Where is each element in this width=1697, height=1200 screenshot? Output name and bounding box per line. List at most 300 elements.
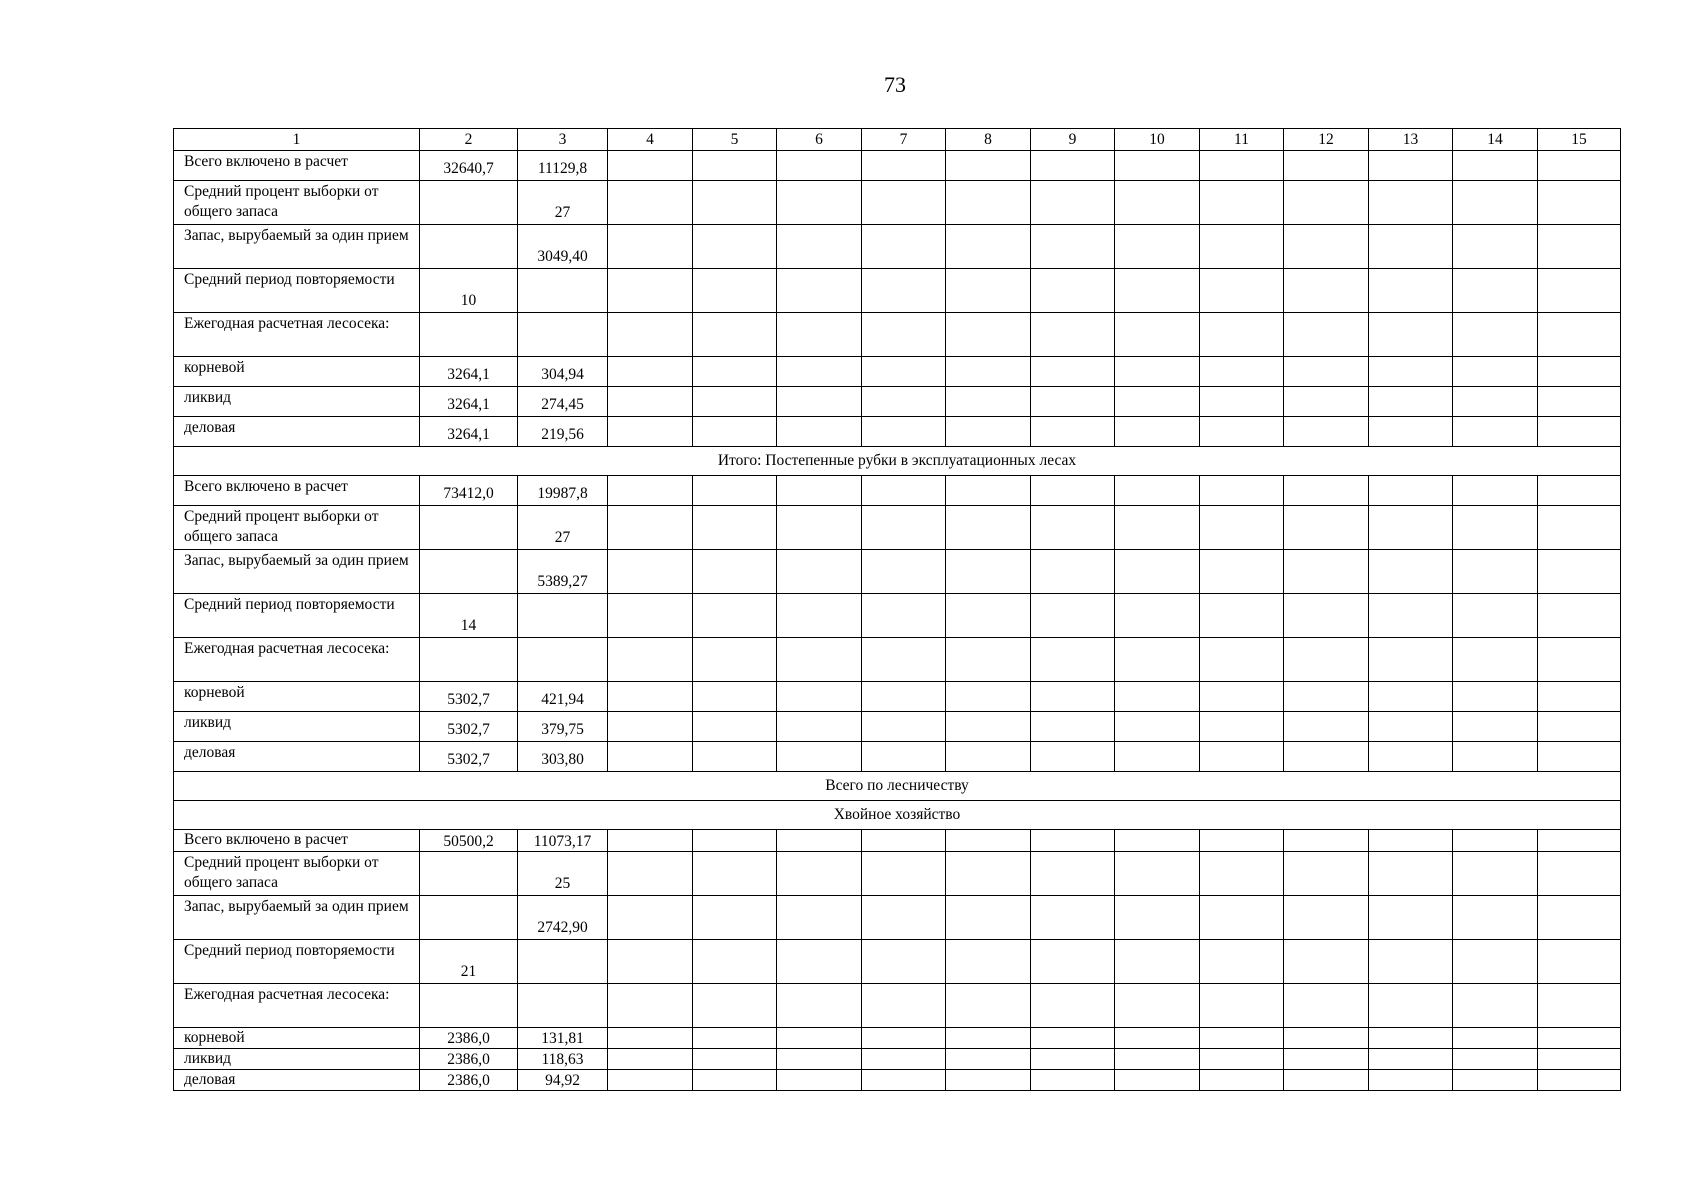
value-col-2	[420, 313, 518, 357]
empty-cell	[1115, 269, 1200, 313]
empty-cell	[862, 1028, 946, 1049]
value-col-3: 27	[518, 181, 608, 225]
empty-cell	[1369, 313, 1453, 357]
column-number-row	[174, 129, 1621, 151]
table-row	[174, 984, 1621, 1028]
value-col-2: 5302,7	[420, 742, 518, 772]
empty-cell	[1453, 682, 1538, 712]
empty-cell	[693, 476, 777, 506]
empty-cell	[1538, 269, 1621, 313]
value-col-3: 421,94	[518, 682, 608, 712]
empty-cell	[608, 742, 693, 772]
value-col-3	[518, 940, 608, 984]
empty-cell	[862, 682, 946, 712]
empty-cell	[693, 638, 777, 682]
empty-cell	[1115, 357, 1200, 387]
empty-cell	[1369, 712, 1453, 742]
empty-cell	[1031, 181, 1115, 225]
row-label: Всего включено в расчет	[174, 830, 420, 852]
row-label: корневой	[174, 682, 420, 712]
empty-cell	[1284, 506, 1369, 550]
empty-cell	[693, 506, 777, 550]
empty-cell	[608, 550, 693, 594]
value-col-3: 11073,17	[518, 830, 608, 852]
empty-cell	[1453, 151, 1538, 181]
empty-cell	[1115, 151, 1200, 181]
value-col-3: 25	[518, 852, 608, 896]
empty-cell	[862, 712, 946, 742]
empty-cell	[1284, 830, 1369, 852]
row-label: Запас, вырубаемый за один прием	[174, 550, 420, 594]
empty-cell	[862, 550, 946, 594]
table-row	[174, 1049, 1621, 1070]
empty-cell	[946, 506, 1031, 550]
row-label: Средний период повторяемости	[174, 269, 420, 313]
empty-cell	[777, 1028, 862, 1049]
empty-cell	[946, 357, 1031, 387]
empty-cell	[1369, 852, 1453, 896]
empty-cell	[1284, 852, 1369, 896]
column-number-7: 7	[862, 129, 946, 151]
value-col-2: 50500,2	[420, 830, 518, 852]
empty-cell	[946, 313, 1031, 357]
empty-cell	[1115, 712, 1200, 742]
empty-cell	[608, 638, 693, 682]
table-row	[174, 742, 1621, 772]
empty-cell	[693, 357, 777, 387]
value-col-3: 118,63	[518, 1049, 608, 1070]
empty-cell	[1031, 506, 1115, 550]
empty-cell	[693, 313, 777, 357]
empty-cell	[946, 387, 1031, 417]
value-col-2: 2386,0	[420, 1049, 518, 1070]
table-row	[174, 1070, 1621, 1091]
empty-cell	[777, 638, 862, 682]
empty-cell	[1453, 712, 1538, 742]
empty-cell	[1369, 151, 1453, 181]
empty-cell	[1031, 417, 1115, 447]
row-label: Ежегодная расчетная лесосека:	[174, 638, 420, 682]
empty-cell	[1031, 638, 1115, 682]
empty-cell	[1200, 506, 1284, 550]
empty-cell	[1369, 506, 1453, 550]
empty-cell	[1538, 1049, 1621, 1070]
value-col-2: 5302,7	[420, 682, 518, 712]
value-col-3: 94,92	[518, 1070, 608, 1091]
empty-cell	[1031, 269, 1115, 313]
empty-cell	[777, 896, 862, 940]
empty-cell	[693, 712, 777, 742]
section-title: Всего по лесничеству	[174, 772, 1621, 801]
empty-cell	[1031, 387, 1115, 417]
table-row	[174, 476, 1621, 506]
empty-cell	[1031, 357, 1115, 387]
table-row	[174, 357, 1621, 387]
empty-cell	[1453, 940, 1538, 984]
page-number: 73	[884, 72, 906, 97]
empty-cell	[693, 1049, 777, 1070]
value-col-3: 11129,8	[518, 151, 608, 181]
empty-cell	[1369, 742, 1453, 772]
empty-cell	[1538, 1070, 1621, 1091]
value-col-3: 219,56	[518, 417, 608, 447]
empty-cell	[608, 506, 693, 550]
column-number-3: 3	[518, 129, 608, 151]
empty-cell	[693, 830, 777, 852]
empty-cell	[862, 638, 946, 682]
empty-cell	[1538, 550, 1621, 594]
column-number-6: 6	[777, 129, 862, 151]
empty-cell	[1284, 594, 1369, 638]
empty-cell	[1453, 313, 1538, 357]
row-label: деловая	[174, 417, 420, 447]
subsection-row	[174, 801, 1621, 830]
empty-cell	[1538, 181, 1621, 225]
empty-cell	[946, 896, 1031, 940]
row-label: корневой	[174, 357, 420, 387]
empty-cell	[862, 181, 946, 225]
value-col-2	[420, 550, 518, 594]
empty-cell	[693, 984, 777, 1028]
empty-cell	[777, 1049, 862, 1070]
empty-cell	[1538, 506, 1621, 550]
empty-cell	[1031, 1049, 1115, 1070]
empty-cell	[946, 151, 1031, 181]
value-col-3	[518, 269, 608, 313]
empty-cell	[1453, 506, 1538, 550]
value-col-2: 32640,7	[420, 151, 518, 181]
empty-cell	[1538, 712, 1621, 742]
value-col-3: 5389,27	[518, 550, 608, 594]
empty-cell	[1115, 181, 1200, 225]
row-label: Средний процент выборки от общего запаса	[174, 506, 420, 550]
empty-cell	[1284, 638, 1369, 682]
empty-cell	[1538, 151, 1621, 181]
empty-cell	[1031, 1028, 1115, 1049]
empty-cell	[1200, 940, 1284, 984]
empty-cell	[1453, 225, 1538, 269]
empty-cell	[608, 181, 693, 225]
empty-cell	[946, 830, 1031, 852]
table-row	[174, 682, 1621, 712]
empty-cell	[608, 476, 693, 506]
empty-cell	[1538, 852, 1621, 896]
empty-cell	[1115, 417, 1200, 447]
empty-cell	[1284, 1049, 1369, 1070]
empty-cell	[1538, 984, 1621, 1028]
table-row	[174, 506, 1621, 550]
value-col-2	[420, 852, 518, 896]
empty-cell	[862, 506, 946, 550]
row-label: Ежегодная расчетная лесосека:	[174, 984, 420, 1028]
value-col-3: 3049,40	[518, 225, 608, 269]
empty-cell	[1200, 313, 1284, 357]
empty-cell	[1369, 682, 1453, 712]
table-row	[174, 550, 1621, 594]
table-row	[174, 896, 1621, 940]
value-col-2: 2386,0	[420, 1028, 518, 1049]
value-col-3: 2742,90	[518, 896, 608, 940]
empty-cell	[1538, 682, 1621, 712]
empty-cell	[1031, 594, 1115, 638]
table-row	[174, 712, 1621, 742]
empty-cell	[862, 984, 946, 1028]
empty-cell	[693, 594, 777, 638]
empty-cell	[1453, 269, 1538, 313]
value-col-3	[518, 313, 608, 357]
empty-cell	[693, 387, 777, 417]
empty-cell	[946, 417, 1031, 447]
empty-cell	[1284, 476, 1369, 506]
table-row	[174, 830, 1621, 852]
column-number-9: 9	[1031, 129, 1115, 151]
empty-cell	[1453, 1049, 1538, 1070]
row-label: Средний период повторяемости	[174, 594, 420, 638]
empty-cell	[1369, 940, 1453, 984]
empty-cell	[693, 550, 777, 594]
row-label: деловая	[174, 742, 420, 772]
empty-cell	[1453, 417, 1538, 447]
empty-cell	[1200, 712, 1284, 742]
empty-cell	[1453, 476, 1538, 506]
empty-cell	[1200, 476, 1284, 506]
empty-cell	[1369, 269, 1453, 313]
empty-cell	[693, 742, 777, 772]
empty-cell	[1369, 594, 1453, 638]
empty-cell	[1200, 550, 1284, 594]
table-row	[174, 225, 1621, 269]
empty-cell	[862, 313, 946, 357]
column-number-10: 10	[1115, 129, 1200, 151]
value-col-2	[420, 896, 518, 940]
empty-cell	[608, 225, 693, 269]
empty-cell	[862, 1049, 946, 1070]
empty-cell	[862, 476, 946, 506]
value-col-2: 3264,1	[420, 417, 518, 447]
row-label: Всего включено в расчет	[174, 476, 420, 506]
empty-cell	[608, 313, 693, 357]
empty-cell	[1115, 940, 1200, 984]
empty-cell	[1200, 682, 1284, 712]
empty-cell	[1200, 830, 1284, 852]
empty-cell	[1369, 638, 1453, 682]
empty-cell	[1200, 638, 1284, 682]
empty-cell	[693, 225, 777, 269]
empty-cell	[608, 387, 693, 417]
row-label: Средний процент выборки от общего запаса	[174, 852, 420, 896]
column-number-2: 2	[420, 129, 518, 151]
empty-cell	[1115, 387, 1200, 417]
empty-cell	[693, 852, 777, 896]
empty-cell	[1284, 357, 1369, 387]
empty-cell	[1453, 852, 1538, 896]
empty-cell	[946, 1028, 1031, 1049]
empty-cell	[1031, 550, 1115, 594]
empty-cell	[1369, 1049, 1453, 1070]
empty-cell	[693, 1028, 777, 1049]
value-col-3	[518, 984, 608, 1028]
value-col-2: 21	[420, 940, 518, 984]
row-label: ликвид	[174, 712, 420, 742]
column-number-14: 14	[1453, 129, 1538, 151]
empty-cell	[1453, 357, 1538, 387]
empty-cell	[1200, 742, 1284, 772]
value-col-2: 10	[420, 269, 518, 313]
empty-cell	[862, 225, 946, 269]
table-row	[174, 181, 1621, 225]
empty-cell	[1369, 225, 1453, 269]
empty-cell	[1538, 638, 1621, 682]
empty-cell	[1284, 742, 1369, 772]
empty-cell	[777, 225, 862, 269]
empty-cell	[862, 742, 946, 772]
empty-cell	[1538, 225, 1621, 269]
empty-cell	[862, 357, 946, 387]
empty-cell	[693, 1070, 777, 1091]
column-number-12: 12	[1284, 129, 1369, 151]
empty-cell	[1031, 313, 1115, 357]
empty-cell	[1031, 1070, 1115, 1091]
empty-cell	[1284, 682, 1369, 712]
empty-cell	[1200, 594, 1284, 638]
empty-cell	[1031, 852, 1115, 896]
section-title: Итого: Постепенные рубки в эксплуатационных лесах	[174, 447, 1621, 476]
empty-cell	[1538, 742, 1621, 772]
empty-cell	[946, 742, 1031, 772]
empty-cell	[1115, 313, 1200, 357]
empty-cell	[608, 1070, 693, 1091]
empty-cell	[862, 151, 946, 181]
empty-cell	[1115, 1028, 1200, 1049]
empty-cell	[946, 852, 1031, 896]
empty-cell	[1200, 1070, 1284, 1091]
empty-cell	[777, 387, 862, 417]
empty-cell	[608, 896, 693, 940]
empty-cell	[1031, 225, 1115, 269]
empty-cell	[1200, 269, 1284, 313]
empty-cell	[1284, 984, 1369, 1028]
value-col-2: 3264,1	[420, 387, 518, 417]
empty-cell	[1369, 417, 1453, 447]
empty-cell	[1284, 1028, 1369, 1049]
empty-cell	[1453, 387, 1538, 417]
empty-cell	[1369, 984, 1453, 1028]
column-number-8: 8	[946, 129, 1031, 151]
empty-cell	[1284, 387, 1369, 417]
empty-cell	[1115, 550, 1200, 594]
value-col-3	[518, 638, 608, 682]
column-number-4: 4	[608, 129, 693, 151]
empty-cell	[1200, 984, 1284, 1028]
empty-cell	[1538, 594, 1621, 638]
empty-cell	[608, 830, 693, 852]
section-row	[174, 772, 1621, 801]
empty-cell	[946, 682, 1031, 712]
value-col-3	[518, 594, 608, 638]
value-col-2: 3264,1	[420, 357, 518, 387]
table-row	[174, 151, 1621, 181]
empty-cell	[777, 476, 862, 506]
empty-cell	[777, 1070, 862, 1091]
row-label: Средний процент выборки от общего запаса	[174, 181, 420, 225]
empty-cell	[693, 682, 777, 712]
empty-cell	[1369, 181, 1453, 225]
empty-cell	[1453, 830, 1538, 852]
empty-cell	[946, 638, 1031, 682]
value-col-3: 303,80	[518, 742, 608, 772]
table-row	[174, 269, 1621, 313]
value-col-2: 14	[420, 594, 518, 638]
empty-cell	[1115, 594, 1200, 638]
empty-cell	[1200, 387, 1284, 417]
empty-cell	[777, 830, 862, 852]
column-number-15: 15	[1538, 129, 1621, 151]
empty-cell	[862, 852, 946, 896]
empty-cell	[1115, 506, 1200, 550]
empty-cell	[777, 417, 862, 447]
empty-cell	[1453, 984, 1538, 1028]
empty-cell	[777, 594, 862, 638]
empty-cell	[1115, 638, 1200, 682]
empty-cell	[1538, 417, 1621, 447]
empty-cell	[777, 181, 862, 225]
row-label: Запас, вырубаемый за один прием	[174, 896, 420, 940]
value-col-3: 19987,8	[518, 476, 608, 506]
value-col-2: 2386,0	[420, 1070, 518, 1091]
empty-cell	[1200, 417, 1284, 447]
empty-cell	[1453, 1028, 1538, 1049]
row-label: Средний период повторяемости	[174, 940, 420, 984]
empty-cell	[1538, 1028, 1621, 1049]
empty-cell	[777, 742, 862, 772]
value-col-2	[420, 181, 518, 225]
empty-cell	[1284, 550, 1369, 594]
empty-cell	[946, 181, 1031, 225]
empty-cell	[608, 940, 693, 984]
row-label: Запас, вырубаемый за один прием	[174, 225, 420, 269]
value-col-3: 304,94	[518, 357, 608, 387]
empty-cell	[1031, 742, 1115, 772]
empty-cell	[777, 506, 862, 550]
empty-cell	[1453, 181, 1538, 225]
empty-cell	[1200, 357, 1284, 387]
empty-cell	[693, 151, 777, 181]
empty-cell	[1538, 313, 1621, 357]
value-col-3: 27	[518, 506, 608, 550]
empty-cell	[608, 852, 693, 896]
row-label: деловая	[174, 1070, 420, 1091]
row-label: корневой	[174, 1028, 420, 1049]
empty-cell	[1284, 313, 1369, 357]
calculation-table	[173, 128, 1621, 1091]
empty-cell	[608, 712, 693, 742]
empty-cell	[1200, 151, 1284, 181]
empty-cell	[862, 269, 946, 313]
empty-cell	[1031, 682, 1115, 712]
row-label: ликвид	[174, 387, 420, 417]
empty-cell	[1369, 387, 1453, 417]
empty-cell	[862, 830, 946, 852]
empty-cell	[1453, 1070, 1538, 1091]
table-row	[174, 313, 1621, 357]
table-body	[174, 129, 1621, 1091]
empty-cell	[1369, 476, 1453, 506]
empty-cell	[608, 417, 693, 447]
empty-cell	[1115, 682, 1200, 712]
empty-cell	[1284, 181, 1369, 225]
section-row	[174, 447, 1621, 476]
empty-cell	[1031, 712, 1115, 742]
